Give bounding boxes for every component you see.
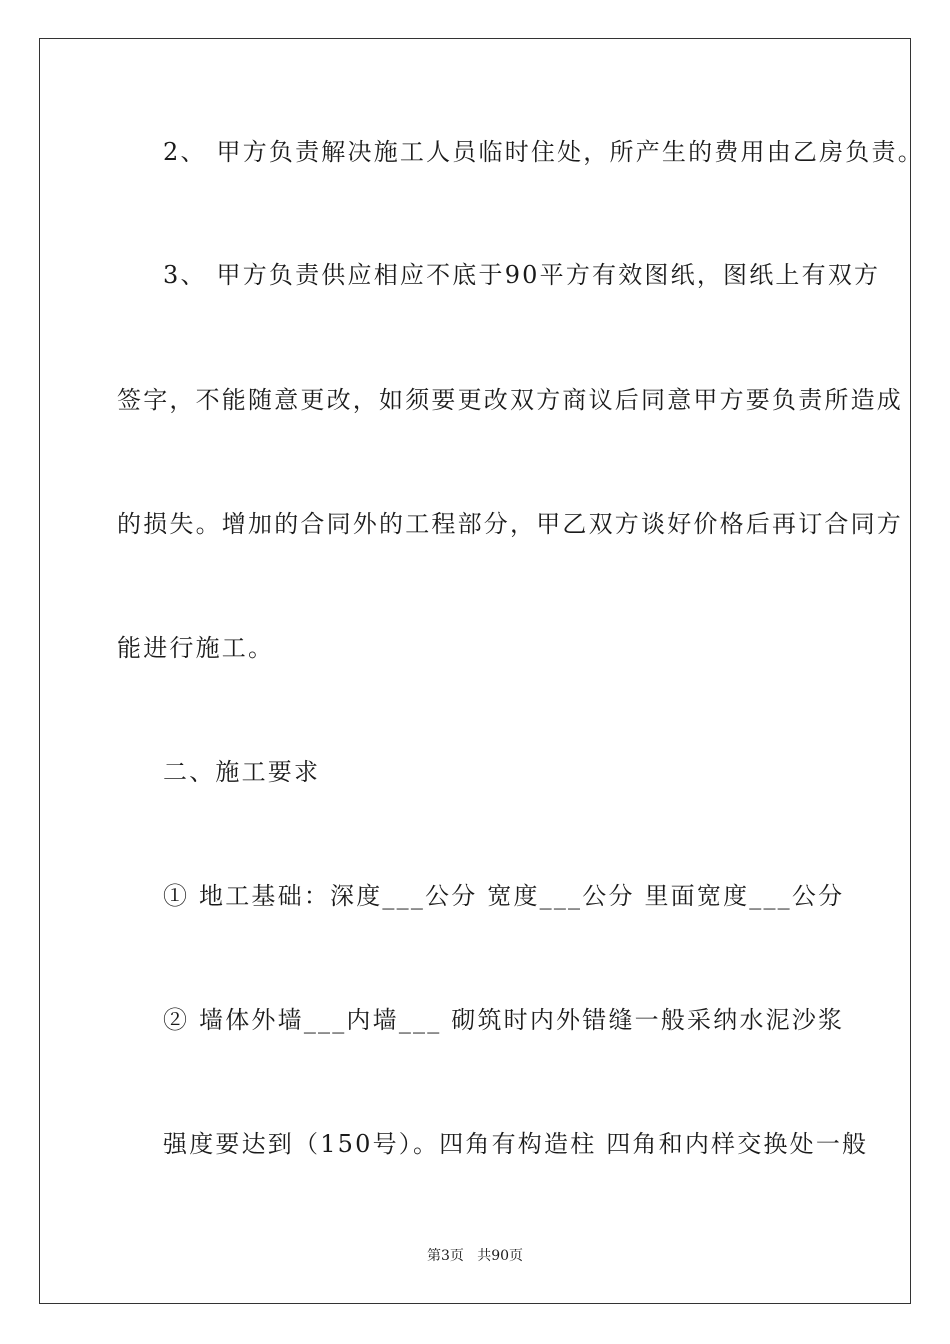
requirement-2-line-2: 强度要达到（150号）。四角有构造柱 四角和内样交换处一般 [163, 1130, 869, 1158]
page-border [39, 38, 911, 1304]
clause-3-line-3: 的损失。增加的合同外的工程部分，甲乙双方谈好价格后再订合同方 [117, 510, 903, 538]
clause-3-line-2: 签字，不能随意更改，如须要更改双方商议后同意甲方要负责所造成 [117, 386, 903, 414]
requirement-2-line-1: ② 墙体外墙___内墙___ 砌筑时内外错缝一般采纳水泥沙浆 [163, 1006, 845, 1034]
requirement-1-line: ① 地工基础：深度___公分 宽度___公分 里面宽度___公分 [163, 882, 845, 910]
clause-2-line: 2、 甲方负责解决施工人员临时住处，所产生的费用由乙房负责。 [163, 138, 924, 166]
page-number-footer: 第3页 共90页 [426, 1248, 524, 1264]
section-heading: 二、施工要求 [163, 758, 321, 786]
clause-3-line-1: 3、 甲方负责供应相应不底于90平方有效图纸，图纸上有双方 [163, 261, 881, 289]
clause-3-line-4: 能进行施工。 [117, 634, 275, 662]
